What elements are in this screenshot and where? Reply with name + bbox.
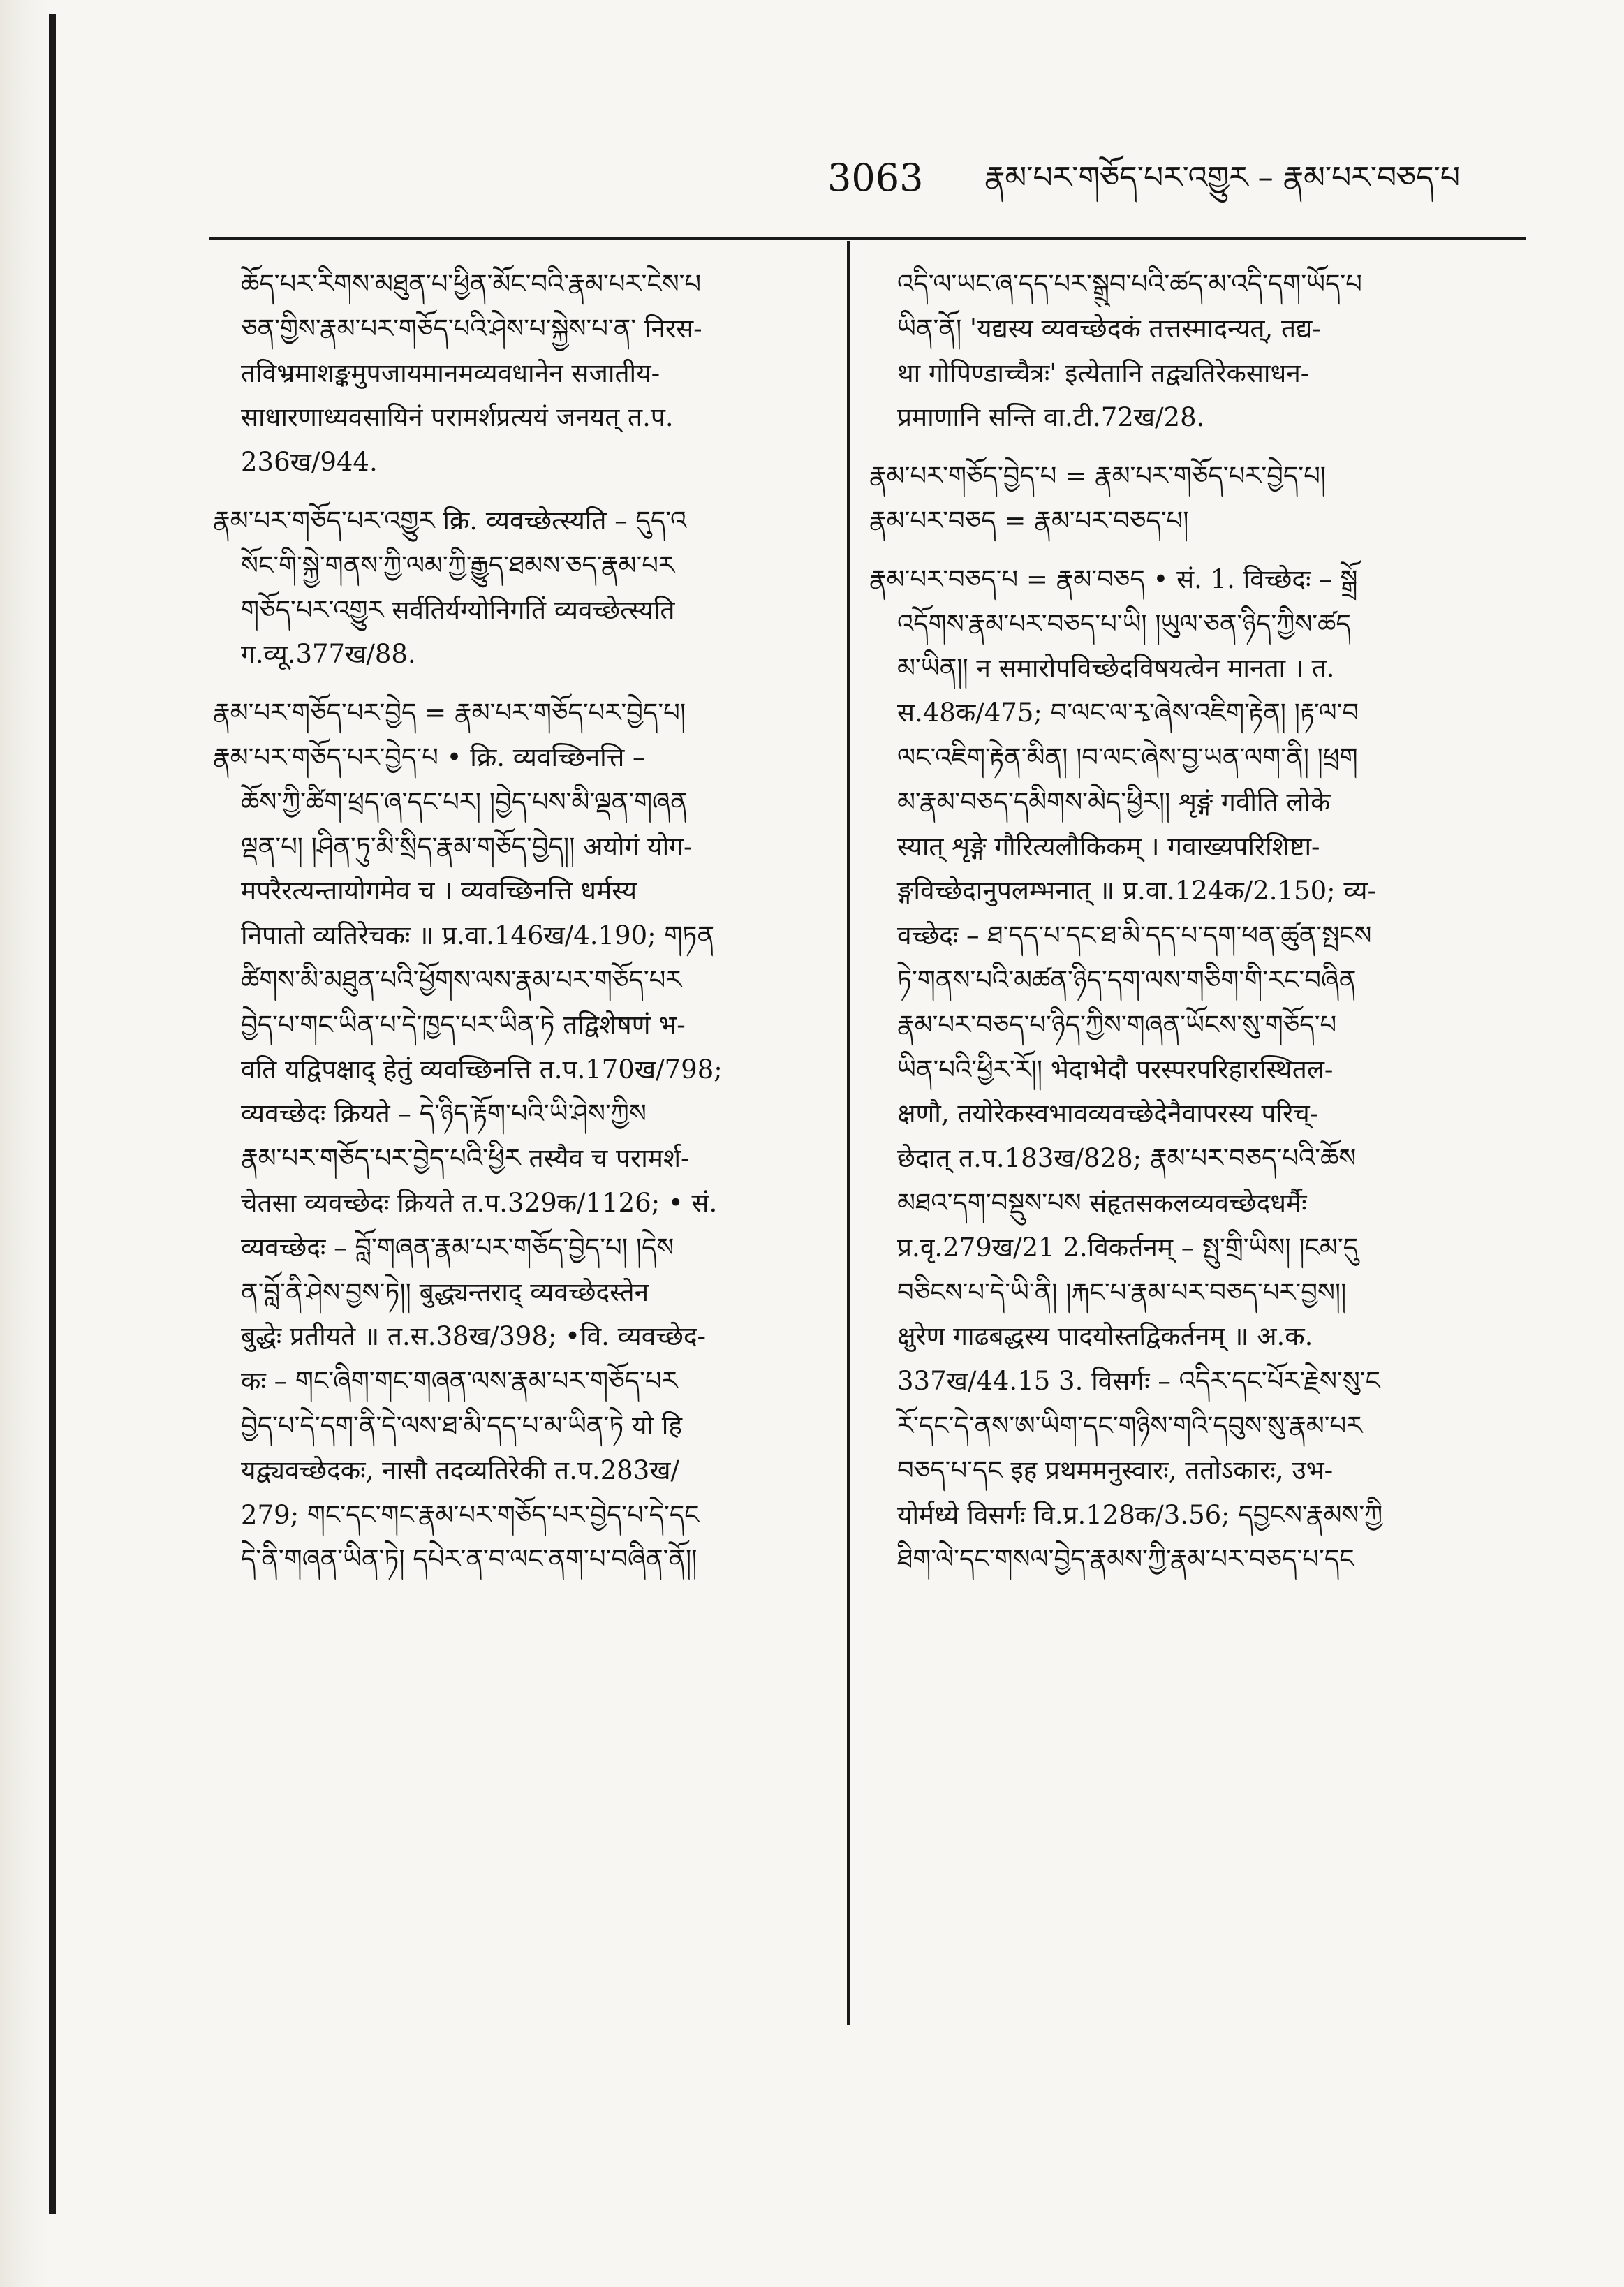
text-line: छेदात् त.प.183ख/828; རྣམ་པར་བཅད་པའི་ཆོས <box>897 1143 1357 1174</box>
text-line: व्यवच्छेदः – བློ་གཞན་རྣམ་པར་གཅོད་བྱེད་པ། །དེས <box>241 1232 674 1263</box>
text-line: निपातो व्यतिरेचकः ॥ प्र.वा.146ख/4.190; གཏན <box>241 920 715 951</box>
binding-line <box>49 14 56 2214</box>
text-line: स्यात् शृङ्गे गौरित्यलौकिकम् । गवाख्यपरिशिष्टा- <box>897 831 1320 862</box>
entry-headword-line: རྣམ་པར་བཅད = རྣམ་པར་བཅད་པ། <box>869 505 1189 536</box>
entry-headword-line: རྣམ་པར་གཅོད་པར་འགྱུར क्रि. व्यवच्छेत्स्यति – དུད་འ <box>213 505 687 536</box>
text-line: क्षुरेण गाढबद्धस्य पादयोस्तद्विकर्तनम् ॥ अ.क. <box>897 1321 1313 1352</box>
text-line: ཆོད་པར་རིགས་མཐུན་པ་ཕྱིན་མོང་བའི་རྣམ་པར་ངེས་པ <box>241 269 702 299</box>
text-line: कः – གང་ཞིག་གང་གཞན་ལས་རྣམ་པར་གཅོད་པར <box>241 1366 678 1397</box>
header-rule <box>209 237 1526 240</box>
text-line: 337ख/44.15 3. विसर्गः – འདིར་དང་པོར་རྗེས་སུ་ང <box>897 1366 1380 1397</box>
text-line: ལྡན་པ། །ཤིན་ཏུ་མི་སྲིད་རྣམ་གཅོད་བྱེད།། अयोगं योग- <box>241 831 693 862</box>
text-line: वच्छेदः – ཐ་དད་པ་དང་ཐ་མི་དད་པ་དག་ཕན་ཚུན་སྤངས <box>897 920 1372 951</box>
text-line: འདོགས་རྣམ་པར་བཅད་པ་ཡི། །ཡུལ་ཅན་ཉིད་ཀྱིས་ཚད <box>897 608 1351 639</box>
text-line: साधारणाध्यवसायिनं परामर्शप्रत्ययं जनयत् त.प. <box>241 402 674 433</box>
text-line: སོང་གི་སྐྱེ་གནས་ཀྱི་ལམ་ཀྱི་རྒྱུད་ཐམས་ཅད་རྣམ་པར <box>241 550 675 580</box>
text-line: व्यवच्छेदः क्रियते – དེ་ཉིད་རྟོག་པའི་ཡི་ཤེས་ཀྱིས <box>241 1098 647 1129</box>
page-number: 3063 <box>827 156 924 200</box>
text-line: བཅད་པ་དང इह प्रथममनुस्वारः, ततोऽकारः, उभ- <box>897 1455 1334 1485</box>
text-line: རྣམ་པར་གཅོད་པར་བྱེད་པའི་ཕྱིར तस्यैव च परामर्श- <box>241 1143 690 1174</box>
text-line: यद्व्यवच्छेदकः, नासौ तदव्यतिरेकी त.प.283ख/ <box>241 1455 679 1485</box>
text-line: मपरैरत्यन्तायोगमेव च । व्यवच्छिनत्ति धर्मस्य <box>241 876 637 906</box>
text-line: प्रमाणानि सन्ति वा.टी.72ख/28. <box>897 402 1205 433</box>
text-line: གཅོད་པར་འགྱུར सर्वतिर्यग्योनिगतिं व्यवच्छेत्स्यति <box>241 594 675 625</box>
text-line: योर्मध्ये विसर्गः वि.प्र.128क/3.56; དབྱངས་རྣམས་ཀྱི <box>897 1499 1383 1530</box>
text-line: 279; གང་དང་གང་རྣམ་པར་གཅོད་པར་བྱེད་པ་དེ་དང <box>241 1499 700 1530</box>
entry-headword-line: རྣམ་པར་བཅད་པ = རྣམ་བཅད • सं. 1. विच्छेदः – སྒྲོ <box>869 564 1358 594</box>
left-column <box>213 262 831 2022</box>
text-line: རྣམ་པར་བཅད་པ་ཉིད་ཀྱིས་གཞན་ཡོངས་སུ་གཅོད་པ <box>897 1009 1337 1040</box>
right-column <box>869 262 1498 2022</box>
column-divider <box>847 241 850 2025</box>
text-line: स.48क/475; བ་ལང་ལ་རྭ་ཞེས་འཇིག་རྟེན། །རྟ་ལ་བ <box>897 698 1359 728</box>
text-line: ङ्गविच्छेदानुपलम्भनात् ॥ प्र.वा.124क/2.150; व्य- <box>897 876 1376 906</box>
text-line: ཅན་གྱིས་རྣམ་པར་གཅོད་པའི་ཤེས་པ་སྐྱེས་པ་ན་ निरस- <box>241 313 702 344</box>
entry-separator <box>213 485 831 499</box>
text-line: ཚིགས་མི་མཐུན་པའི་ཕྱོགས་ལས་རྣམ་པར་གཅོད་པར <box>241 964 682 995</box>
text-line: तविभ्रमाशङ्कमुपजायमानमव्यवधानेन सजातीय- <box>241 358 660 388</box>
text-line: ཡིན་ནོ། 'यद्यस्य व्यवच्छेदकं तत्तस्मादन्यत्, तद्य- <box>897 313 1321 344</box>
text-line: ཏེ་གནས་པའི་མཚན་ཉིད་དག་ལས་གཅིག་གི་རང་བཞིན <box>897 964 1357 995</box>
text-line: དེ་ནི་གཞན་ཡིན་ཏེ། དཔེར་ན་བ་ལང་ནག་པ་བཞིན་ནོ།། <box>241 1544 697 1575</box>
text-line: वति यद्विपक्षाद् हेतुं व्यवच्छिनत्ति त.प.170ख/798; <box>241 1054 723 1084</box>
page-header <box>827 150 1526 206</box>
running-head: རྣམ་པར་གཅོད་པར་འགྱུར – རྣམ་པར་བཅད་པ <box>984 160 1461 196</box>
text-line: བྱེད་པ་གང་ཡིན་པ་དེ་ཁྱད་པར་ཡིན་ཏེ तद्विशेषणं भ- <box>241 1009 686 1040</box>
text-line: བཅིངས་པ་དེ་ཡི་ནི། །རྐང་པ་རྣམ་པར་བཅད་པར་བྱས།། <box>897 1277 1347 1307</box>
text-line: འདི་ལ་ཡང་ཞ་དད་པར་སྒྲུབ་པའི་ཚད་མ་འདི་དག་ཡོད་པ <box>897 269 1362 299</box>
text-line: ཐིག་ལེ་དང་གསལ་བྱེད་རྣམས་ཀྱི་རྣམ་པར་བཅད་པ་དང <box>897 1544 1354 1575</box>
text-line: བྱེད་པ་དེ་དག་ནི་དེ་ལས་ཐ་མི་དད་པ་མ་ཡིན་ཏེ यो हि <box>241 1410 683 1441</box>
text-line: མ་ཡིན།། न समारोपविच्छेदविषयत्वेन मानता । त. <box>897 653 1335 684</box>
text-line: ལང་འཇིག་རྟེན་མིན། །བ་ལང་ཞེས་བྱ་ཡན་ལག་ནི། །ཕྲག <box>897 742 1358 772</box>
entry-separator <box>213 677 831 691</box>
text-line: མ་རྣམ་བཅད་དམིགས་མེད་ཕྱིར།། शृङ्गं गवीति लोके <box>897 786 1331 817</box>
text-line: प्र.वृ.279ख/21 2.विकर्तनम् – སྤུ་གྲི་ཡིས། །ངམ་དུ <box>897 1232 1359 1263</box>
text-line: 236ख/944. <box>241 447 378 478</box>
text-line: མཐའ་དག་བསྡུས་པས संहृतसकलव्यवच्छेदधर्मैः <box>897 1187 1307 1218</box>
text-line: था गोपिण्डाच्चैत्रः' इत्येतानि तद्व्यतिरेकसाधन- <box>897 358 1310 388</box>
entry-headword-line: རྣམ་པར་གཅོད་པར་བྱེད་པ • क्रि. व्यवच्छिनत्ति – <box>213 742 646 772</box>
text-line: ग.व्यू.377ख/88. <box>241 639 416 670</box>
entry-headword-line: རྣམ་པར་གཅོད་པར་བྱེད = རྣམ་པར་གཅོད་པར་བྱེད་པ། <box>213 698 686 728</box>
text-line: ཆོས་ཀྱི་ཚིག་ཕྲད་ཞ་དང་པར། །བྱེད་པས་མི་ལྡན་གཞན <box>241 786 688 817</box>
entry-headword-line: རྣམ་པར་གཅོད་བྱེད་པ = རྣམ་པར་གཅོད་པར་བྱེད་པ། <box>869 461 1326 492</box>
entry-separator <box>869 543 1498 557</box>
binding-edge <box>0 0 49 2287</box>
text-line: ཡིན་པའི་ཕྱིར་རོ།། भेदाभेदौ परस्परपरिहारस्थितल- <box>897 1054 1334 1084</box>
text-line: क्षणौ, तयोरेकस्वभावव्यवच्छेदेनैवापरस्य परिच्- <box>897 1098 1319 1129</box>
text-line: बुद्धेः प्रतीयते ॥ त.स.38ख/398; •वि. व्यवच्छेद- <box>241 1321 707 1352</box>
text-line: ན་བློ་ནི་ཤེས་བྱས་ཏེ།། बुद्ध्यन्तराद् व्यवच्छेदस्तेन <box>241 1277 649 1307</box>
entry-separator <box>869 440 1498 454</box>
text-line: चेतसा व्यवच्छेदः क्रियते त.प.329क/1126; • सं. <box>241 1187 718 1218</box>
text-line: རོ་དང་དེ་ནས་ཨ་ཡིག་དང་གཉིས་གའི་དབུས་སུ་རྣམ་པར <box>897 1410 1363 1441</box>
